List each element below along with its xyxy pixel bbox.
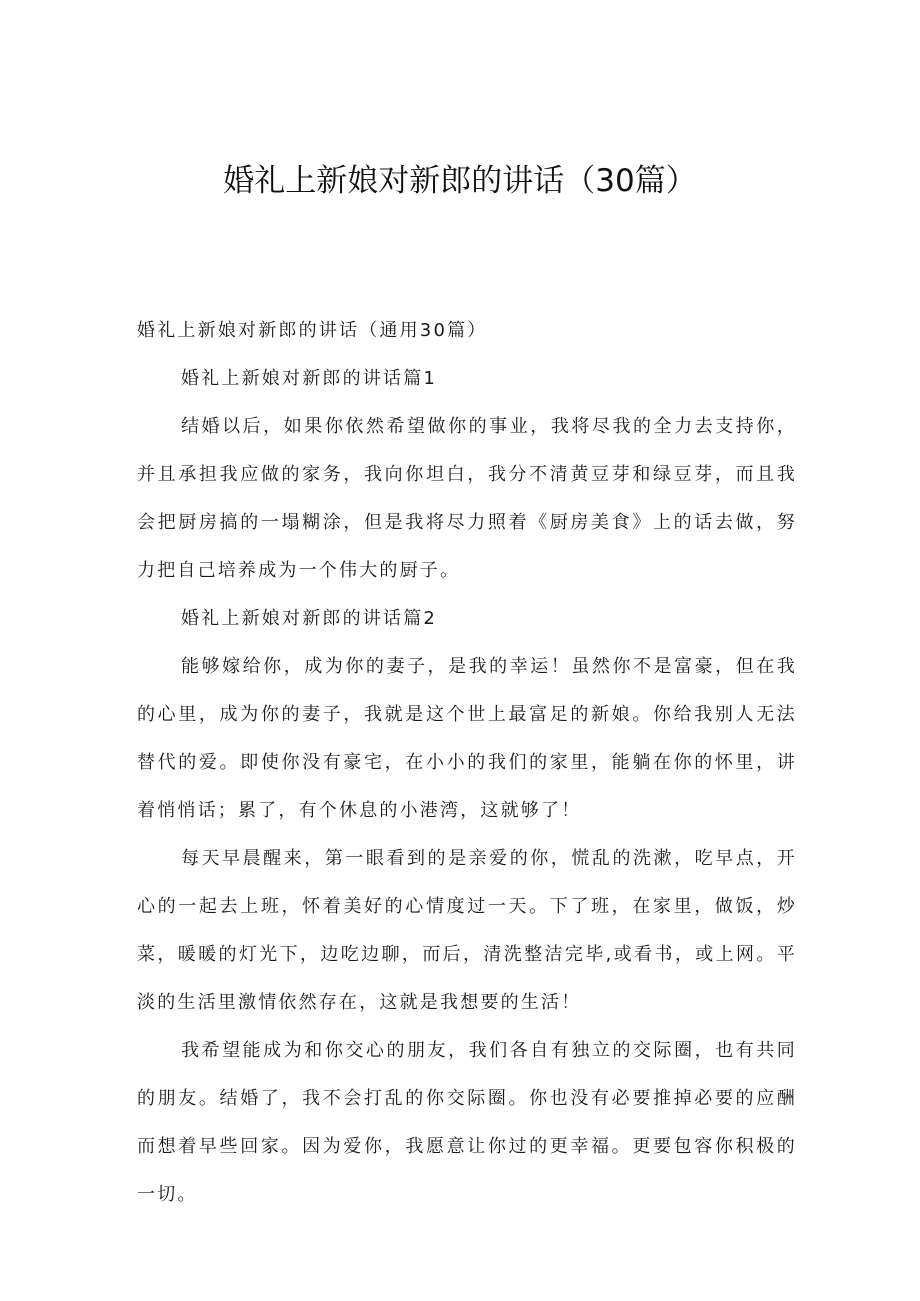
- paragraph: 每天早晨醒来，第一眼看到的是亲爱的你，慌乱的洗漱，吃早点，开心的一起去上班，怀着美好的心情度过一天。下了班，在家里，做饭，炒菜，暖暖的灯光下，边吃边聊，而后，清洗整洁完毕,或看书，或上网。平淡的生活里激情依然存在，这就是我想要的生活！: [137, 848, 797, 1013]
- section-heading-1: 婚礼上新娘对新郎的讲话篇1: [181, 368, 438, 389]
- paragraph: 我希望能成为和你交心的朋友，我们各自有独立的交际圈，也有共同的朋友。结婚了，我不会打乱的你交际圈。你也没有必要推掉必要的应酬而想着早些回家。因为爱你，我愿意让你过的更幸福。更要包容你积极的一切。: [137, 1040, 797, 1205]
- document-body: [137, 307, 797, 1219]
- section-heading-2: 婚礼上新娘对新郎的讲话篇2: [181, 608, 438, 629]
- paragraph: 能够嫁给你，成为你的妻子，是我的幸运！虽然你不是富豪，但在我的心里，成为你的妻子，我就是这个世上最富足的新娘。你给我别人无法替代的爱。即使你没有豪宅，在小小的我们的家里，能躺在你的怀里，讲着悄悄话；累了，有个休息的小港湾，这就够了！: [137, 656, 797, 821]
- paragraph: 结婚以后，如果你依然希望做你的事业，我将尽我的全力去支持你，并且承担我应做的家务，我向你坦白，我分不清黄豆芽和绿豆芽，而且我会把厨房搞的一塌糊涂，但是我将尽力照着《厨房美食》上的话去做，努力把自己培养成为一个伟大的厨子。: [137, 416, 797, 581]
- document-subtitle: 婚礼上新娘对新郎的讲话（通用30篇）: [137, 320, 488, 341]
- document-title: 婚礼上新娘对新郎的讲话（30篇）: [223, 163, 697, 199]
